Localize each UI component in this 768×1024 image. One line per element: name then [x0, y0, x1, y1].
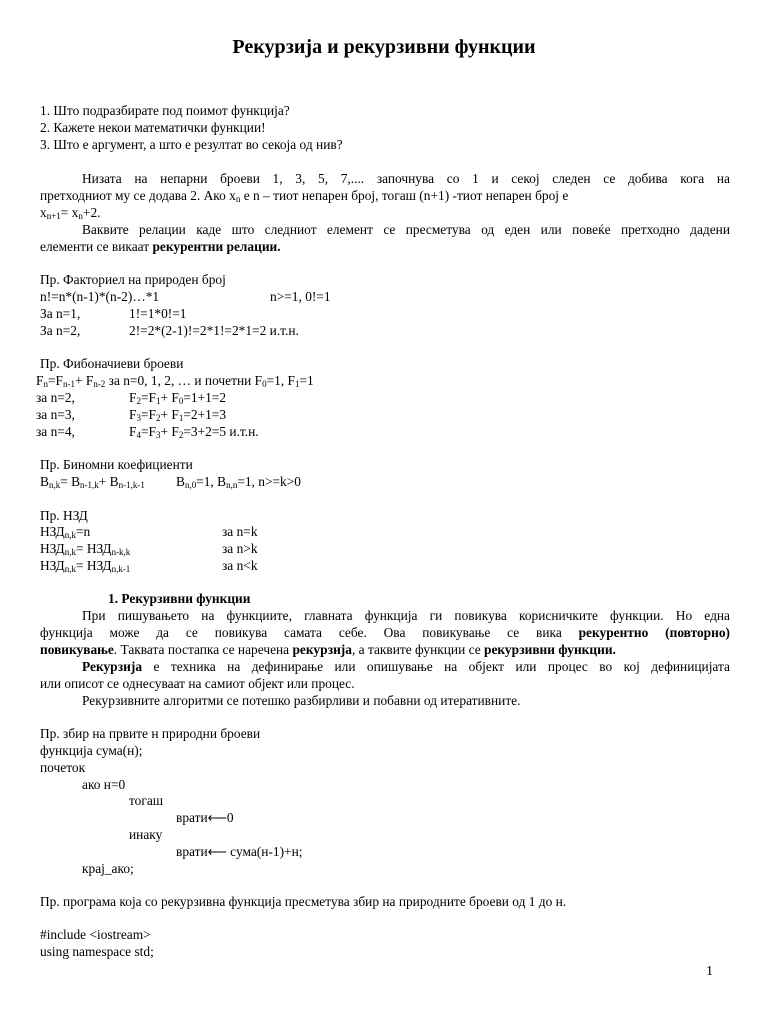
page-number: 1	[706, 964, 713, 979]
page-title: Рекурзија и рекурзивни функции	[232, 36, 536, 58]
algorithm-line: функција сума(н);	[40, 743, 143, 758]
section-paragraph-line: Рекурзија е техника на дефинирање или опишување на објект или процес во кој дефиницијата	[82, 659, 730, 674]
factorial-header: Пр. Факториел на природен број	[40, 272, 226, 287]
factorial-condition: n>=1, 0!=1	[270, 289, 331, 304]
fibonacci-row-label: за n=2,	[36, 390, 75, 405]
section-paragraph-line: Рекурзивните алгоритми се потешко разбирливи и побавни од итеративните.	[82, 693, 521, 708]
fibonacci-header: Пр. Фибоначиеви броеви	[40, 356, 184, 371]
algorithm-line: врати⟵0	[176, 810, 234, 825]
intro-line-5: елементи се викаат рекурентни релации.	[40, 239, 281, 254]
gcd-row-condition: за n>k	[222, 541, 258, 556]
intro-line-1: Низата на непарни броеви 1, 3, 5, 7,.... започнува со 1 и секој следен се добива кога на	[82, 171, 730, 186]
algorithm-line: крај_ако;	[82, 861, 134, 876]
gcd-row-condition: за n<k	[222, 558, 258, 573]
factorial-row-value: 1!=1*0!=1	[129, 306, 187, 321]
question-2: 2. Кажете некои математички функции!	[40, 120, 266, 135]
section-paragraph-line: или описот се однесуваат на самиот објект или процес.	[40, 676, 355, 691]
factorial-row-value: 2!=2*(2-1)!=2*1!=2*1=2 и.т.н.	[129, 323, 299, 338]
section-paragraph-line: повикување. Таквата постапка се наречена рекурзија, а таквите функции се рекурзивни функции.	[40, 642, 616, 657]
gcd-row-formula: $НЗД_{n,k}= НЗД_{n-k,k}$	[40, 541, 131, 557]
fibonacci-row-value: $F_2=F_1+ F_0=1+1=2$	[129, 390, 227, 406]
fibonacci-row-label: за n=4,	[36, 424, 75, 439]
fibonacci-row-value: $F_4=F_3+ F_2=3+2=5$ и.т.н.	[129, 424, 259, 440]
gcd-header: Пр. НЗД	[40, 508, 88, 523]
algorithm-line: врати⟵ сума(н-1)+н;	[176, 844, 303, 859]
gcd-row-condition: за n=k	[222, 524, 258, 539]
section-paragraph-line: функција може да се повикува самата себе. Ова повикување се вика рекурентно (повторно)	[40, 625, 730, 640]
program-header: Пр. програма која со рекурзивна функција пресметува збир на природните броеви од 1 до н.	[40, 894, 567, 909]
section-paragraph-line: При пишувањето на функциите, главната функција ги повикува корисничките функции. Но една	[82, 608, 730, 623]
algorithm-line: почеток	[40, 760, 86, 775]
fibonacci-definition: $F_n=F_{n-1}+ F_{n-2}$ за n=0, 1, 2, … и почетни $F_0=1$, $F_1=1$	[36, 373, 314, 389]
binomial-header: Пр. Биномни коефициенти	[40, 457, 193, 472]
code-line: #include <iostream>	[40, 927, 151, 942]
gcd-row-formula: $НЗД_{n,k}= НЗД_{n,k-1}$	[40, 558, 131, 574]
fibonacci-row-label: за n=3,	[36, 407, 75, 422]
code-line: using namespace std;	[40, 944, 154, 959]
question-1: 1. Што подразбирате под поимот функција?	[40, 103, 290, 118]
factorial-row-label: За n=2,	[40, 323, 81, 338]
gcd-row-formula: $НЗД_{n,k}=n$	[40, 524, 91, 540]
binomial-condition: $B_{n,0}=1$, $B_{n,n}=1$, n>=k>0	[176, 474, 301, 490]
algorithm-line: тогаш	[129, 793, 164, 808]
algorithm-header: Пр. збир на првите н природни броеви	[40, 726, 261, 741]
intro-line-3: $x_{n+1}= x_n+2$.	[40, 205, 101, 221]
intro-line-4: Ваквите релации каде што следниот елемент се пресметува од еден или повеќе претходно дадени	[82, 222, 730, 237]
binomial-formula: $B_{n,k}= B_{n-1,k}+ B_{n-1,k-1}$	[40, 474, 145, 490]
fibonacci-row-value: $F_3=F_2+ F_1=2+1=3$	[129, 407, 227, 423]
section-heading: 1. Рекурзивни функции	[108, 591, 251, 606]
algorithm-line: ако н=0	[82, 777, 126, 792]
factorial-row-label: За n=1,	[40, 306, 81, 321]
intro-line-2: претходниот му се додава 2. Ако $x_n$ е n – тиот непарен број, тогаш (n+1) -тиот непарен број е	[40, 188, 569, 204]
factorial-formula: n!=n*(n-1)*(n-2)…*1	[40, 289, 160, 304]
question-3: 3. Што е аргумент, а што е резултат во секоја од нив?	[40, 137, 343, 152]
algorithm-line: инаку	[129, 827, 163, 842]
